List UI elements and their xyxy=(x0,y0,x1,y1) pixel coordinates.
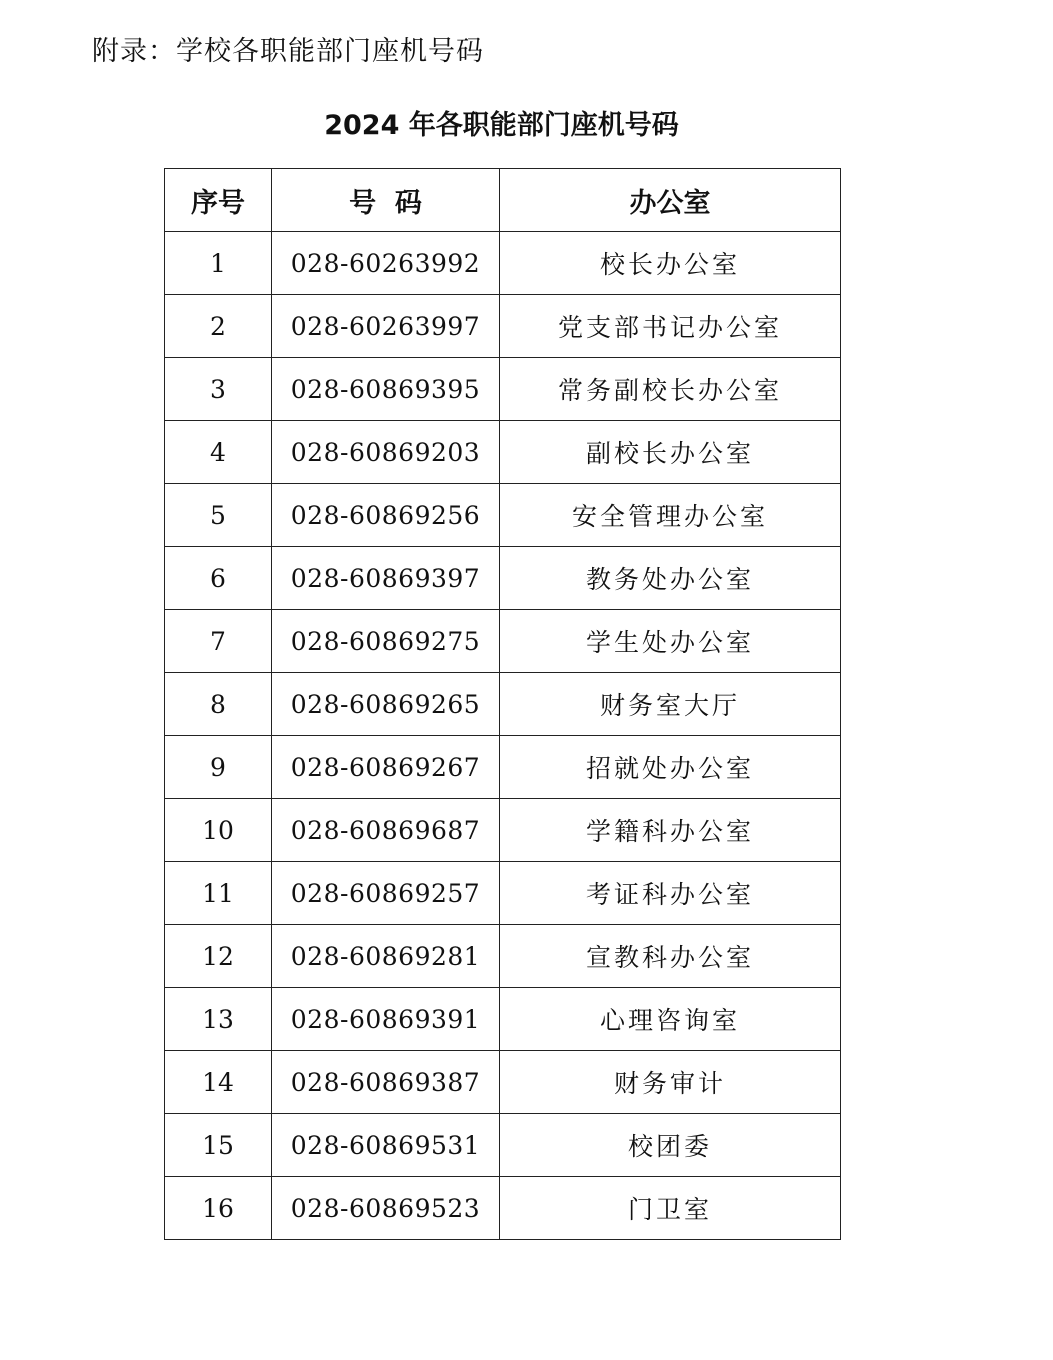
row-office-name: 安全管理办公室 xyxy=(500,484,841,547)
table-row xyxy=(165,799,841,862)
table-row xyxy=(165,232,841,295)
row-office-name: 心理咨询室 xyxy=(500,988,841,1051)
row-phone-number: 028-60869256 xyxy=(272,484,500,547)
row-office-name: 教务处办公室 xyxy=(500,547,841,610)
table-row xyxy=(165,736,841,799)
phone-directory-table xyxy=(164,168,841,1240)
table-row xyxy=(165,1051,841,1114)
row-number: 10 xyxy=(165,799,272,862)
row-office-name: 副校长办公室 xyxy=(500,421,841,484)
row-number: 13 xyxy=(165,988,272,1051)
row-number: 16 xyxy=(165,1177,272,1240)
row-phone-number: 028-60869523 xyxy=(272,1177,500,1240)
table-row xyxy=(165,484,841,547)
row-number: 6 xyxy=(165,547,272,610)
table-row xyxy=(165,295,841,358)
row-number: 1 xyxy=(165,232,272,295)
row-office-name: 学籍科办公室 xyxy=(500,799,841,862)
row-phone-number: 028-60869531 xyxy=(272,1114,500,1177)
row-office-name: 考证科办公室 xyxy=(500,862,841,925)
row-number: 7 xyxy=(165,610,272,673)
row-number: 5 xyxy=(165,484,272,547)
row-number: 4 xyxy=(165,421,272,484)
row-phone-number: 028-60869265 xyxy=(272,673,500,736)
row-office-name: 学生处办公室 xyxy=(500,610,841,673)
row-number: 11 xyxy=(165,862,272,925)
row-phone-number: 028-60263992 xyxy=(272,232,500,295)
row-number: 14 xyxy=(165,1051,272,1114)
row-number: 8 xyxy=(165,673,272,736)
page-title: 2024 年各职能部门座机号码 xyxy=(324,110,679,141)
row-number: 3 xyxy=(165,358,272,421)
row-office-name: 财务室大厅 xyxy=(500,673,841,736)
row-number: 12 xyxy=(165,925,272,988)
table-row xyxy=(165,673,841,736)
row-phone-number: 028-60869395 xyxy=(272,358,500,421)
row-phone-number: 028-60869203 xyxy=(272,421,500,484)
row-phone-number: 028-60869281 xyxy=(272,925,500,988)
header-office: 办公室 xyxy=(500,169,841,232)
appendix-label: 附录：学校各职能部门座机号码 xyxy=(92,36,484,67)
table-row xyxy=(165,358,841,421)
row-office-name: 校团委 xyxy=(500,1114,841,1177)
table-row xyxy=(165,862,841,925)
table-header-row xyxy=(165,169,841,232)
row-number: 15 xyxy=(165,1114,272,1177)
row-phone-number: 028-60869391 xyxy=(272,988,500,1051)
row-phone-number: 028-60869387 xyxy=(272,1051,500,1114)
row-office-name: 财务审计 xyxy=(500,1051,841,1114)
row-number: 9 xyxy=(165,736,272,799)
row-phone-number: 028-60869275 xyxy=(272,610,500,673)
table-row xyxy=(165,1177,841,1240)
row-phone-number: 028-60869267 xyxy=(272,736,500,799)
row-office-name: 宣教科办公室 xyxy=(500,925,841,988)
row-office-name: 校长办公室 xyxy=(500,232,841,295)
row-office-name: 党支部书记办公室 xyxy=(500,295,841,358)
row-number: 2 xyxy=(165,295,272,358)
row-phone-number: 028-60263997 xyxy=(272,295,500,358)
row-phone-number: 028-60869257 xyxy=(272,862,500,925)
header-phone: 号 码 xyxy=(272,169,500,232)
row-phone-number: 028-60869397 xyxy=(272,547,500,610)
table-row xyxy=(165,988,841,1051)
table-row xyxy=(165,925,841,988)
table-row xyxy=(165,421,841,484)
header-number: 序号 xyxy=(165,169,272,232)
table-row xyxy=(165,610,841,673)
table-row xyxy=(165,1114,841,1177)
row-office-name: 常务副校长办公室 xyxy=(500,358,841,421)
table-row xyxy=(165,547,841,610)
row-phone-number: 028-60869687 xyxy=(272,799,500,862)
row-office-name: 门卫室 xyxy=(500,1177,841,1240)
row-office-name: 招就处办公室 xyxy=(500,736,841,799)
